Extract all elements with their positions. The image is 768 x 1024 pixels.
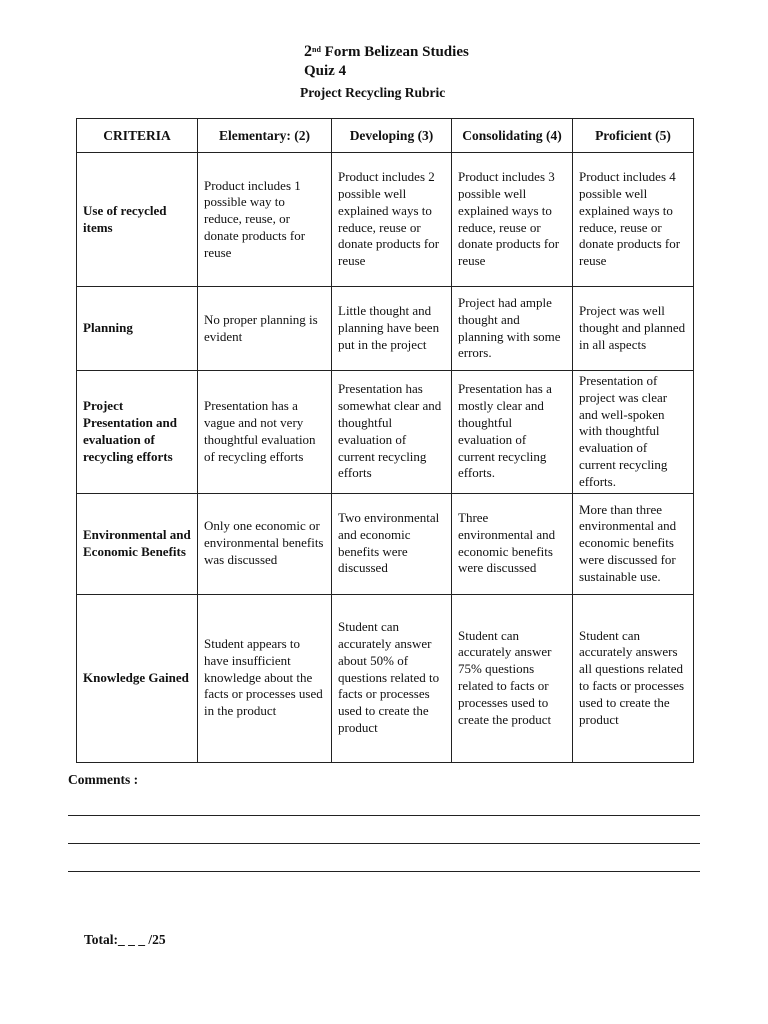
table-row [77,287,694,371]
rubric-cell: Product includes 4 possible well explained ways to reduce, reuse or donate products for reuse [573,153,694,287]
rubric-cell: Project had ample thought and planning with some errors. [452,287,573,371]
rubric-cell: No proper planning is evident [198,287,332,371]
header-developing: Developing (3) [332,119,452,153]
total-score-label: Total:_ _ _ /25 [84,932,166,947]
comment-line [68,815,700,816]
document-title [304,42,469,81]
criteria-cell: Planning [77,287,198,371]
table-row [77,493,694,594]
title-text: Form Belizean Studies [320,44,469,60]
rubric-cell: Product includes 1 possible way to reduce, reuse, or donate products for reuse [198,153,332,287]
rubric-cell: Project was well thought and planned in all aspects [573,287,694,371]
table-row [77,594,694,762]
rubric-cell: Only one economic or environmental benefits was discussed [198,493,332,594]
comment-line [68,871,700,872]
rubric-cell: Student appears to have insufficient knowledge about the facts or processes used in the product [198,594,332,762]
title-number: 2 [304,43,312,60]
title-superscript: nd [312,45,321,54]
rubric-cell: Student can accurately answer 75% questions related to facts or processes used to create the product [452,594,573,762]
table-row [77,371,694,494]
criteria-cell: Project Presentation and evaluation of recycling efforts [77,371,198,494]
rubric-cell: Presentation has a mostly clear and thoughtful evaluation of current recycling efforts. [452,371,573,494]
rubric-cell: Product includes 3 possible well explained ways to reduce, reuse or donate products for reuse [452,153,573,287]
rubric-cell: More than three environmental and economic benefits were discussed for sustainable use. [573,493,694,594]
rubric-cell: Student can accurately answers all questions related to facts or processes used to create the product [573,594,694,762]
header-row [77,119,694,153]
rubric-cell: Three environmental and economic benefits were discussed [452,493,573,594]
rubric-cell: Presentation has somewhat clear and thoughtful evaluation of current recycling efforts [332,371,452,494]
table-row [77,153,694,287]
rubric-cell: Two environmental and economic benefits were discussed [332,493,452,594]
rubric-subtitle: Project Recycling Rubric [300,85,446,100]
criteria-cell: Environmental and Economic Benefits [77,493,198,594]
header-consolidating: Consolidating (4) [452,119,573,153]
rubric-cell: Product includes 2 possible well explained ways to reduce, reuse or donate products for reuse [332,153,452,287]
header-criteria: CRITERIA [77,119,198,153]
rubric-cell: Little thought and planning have been put in the project [332,287,452,371]
comments-label: Comments : [68,772,139,787]
criteria-cell: Use of recycled items [77,153,198,287]
comment-line [68,843,700,844]
rubric-cell: Student can accurately answer about 50% of questions related to facts or processes used to create the product [332,594,452,762]
title-line [304,42,469,62]
quiz-label: Quiz 4 [304,63,347,79]
rubric-cell: Presentation has a vague and not very thoughtful evaluation of recycling efforts [198,371,332,494]
rubric-cell: Presentation of project was clear and well-spoken with thoughtful evaluation of current recycling efforts. [573,371,694,494]
criteria-cell: Knowledge Gained [77,594,198,762]
rubric-table [76,118,694,763]
header-proficient: Proficient (5) [573,119,694,153]
header-elementary: Elementary: (2) [198,119,332,153]
